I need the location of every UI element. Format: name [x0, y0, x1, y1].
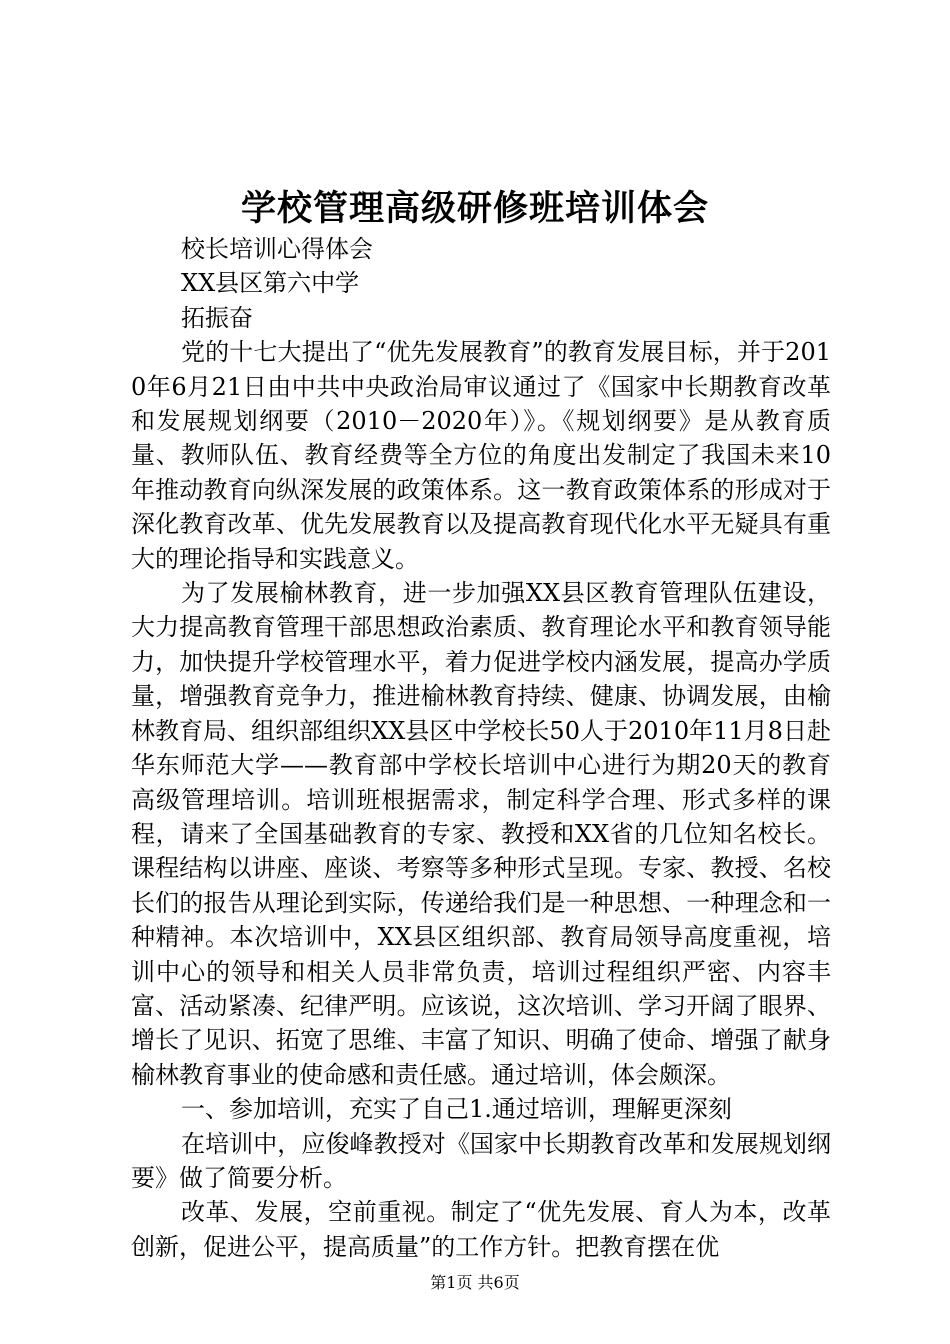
paragraph-analysis: 在培训中，应俊峰教授对《国家中长期教育改革和发展规划纲要》做了简要分析。 [131, 1129, 831, 1192]
paragraph-section-1: 一、参加培训，充实了自己1.通过培训，理解更深刻 [181, 1095, 732, 1124]
document-title: 学校管理高级研修班培训体会 [240, 188, 709, 229]
document-body [131, 232, 831, 1264]
paragraph-training: 为了发展榆林教育，进一步加强XX县区教育管理队伍建设，大力提高教育管理干部思想政治素质、教育理论水平和教育领导能力，加快提升学校管理水平，着力促进学校内涵发展，提高办学质量，增强教育竞争力，推进榆林教育持续、健康、协调发展，由榆林教育局、组织部组织XX县区中学校长50人于2010年11月8日赴华东师范大学——教育部中学校长培训中心进行为期20天的教育高级管理培训。培训班根据需求，制定科学合理、形式多样的课程，请来了全国基础教育的专家、教授和XX省的几位知名校长。课程结构以讲座、座谈、考察等多种形式呈现。专家、教授、名校长们的报告从理论到实际，传递给我们是一种思想、一种理念和一种精神。本次培训中，XX县区组织部、教育局领导高度重视，培训中心的领导和相关人员非常负责，培训过程组织严密、内容丰富、活动紧凑、纪律严明。应该说，这次培训、学习开阔了眼界、增长了见识、拓宽了思维、丰富了知识、明确了使命、增强了献身榆林教育事业的使命感和责任感。通过培训，体会颇深。 [131, 579, 831, 1089]
page-footer: 第1页 共6页 [430, 1273, 520, 1292]
paragraph-heading-1: 校长培训心得体会 [181, 235, 373, 263]
paragraph-author: 拓振奋 [181, 303, 253, 332]
paragraph-reform: 改革、发展，空前重视。制定了“优先发展、育人为本，改革创新，促进公平，提高质量”的工作方针。把教育摆在优 [131, 1198, 831, 1261]
paragraph-intro: 党的十七大提出了“优先发展教育”的教育发展目标，并于2010年6月21日由中共中央政治局审议通过了《国家中长期教育改革和发展规划纲要（2010－2020年）》。《规划纲要》是从教育质量、教师队伍、教育经费等全方位的角度出发制定了我国未来10年推动教育向纵深发展的政策体系。这一教育政策体系的形成对于深化教育改革、优先发展教育以及提高教育现代化水平无疑具有重大的理论指导和实践意义。 [131, 338, 831, 573]
paragraph-school: XX县区第六中学 [181, 269, 360, 298]
